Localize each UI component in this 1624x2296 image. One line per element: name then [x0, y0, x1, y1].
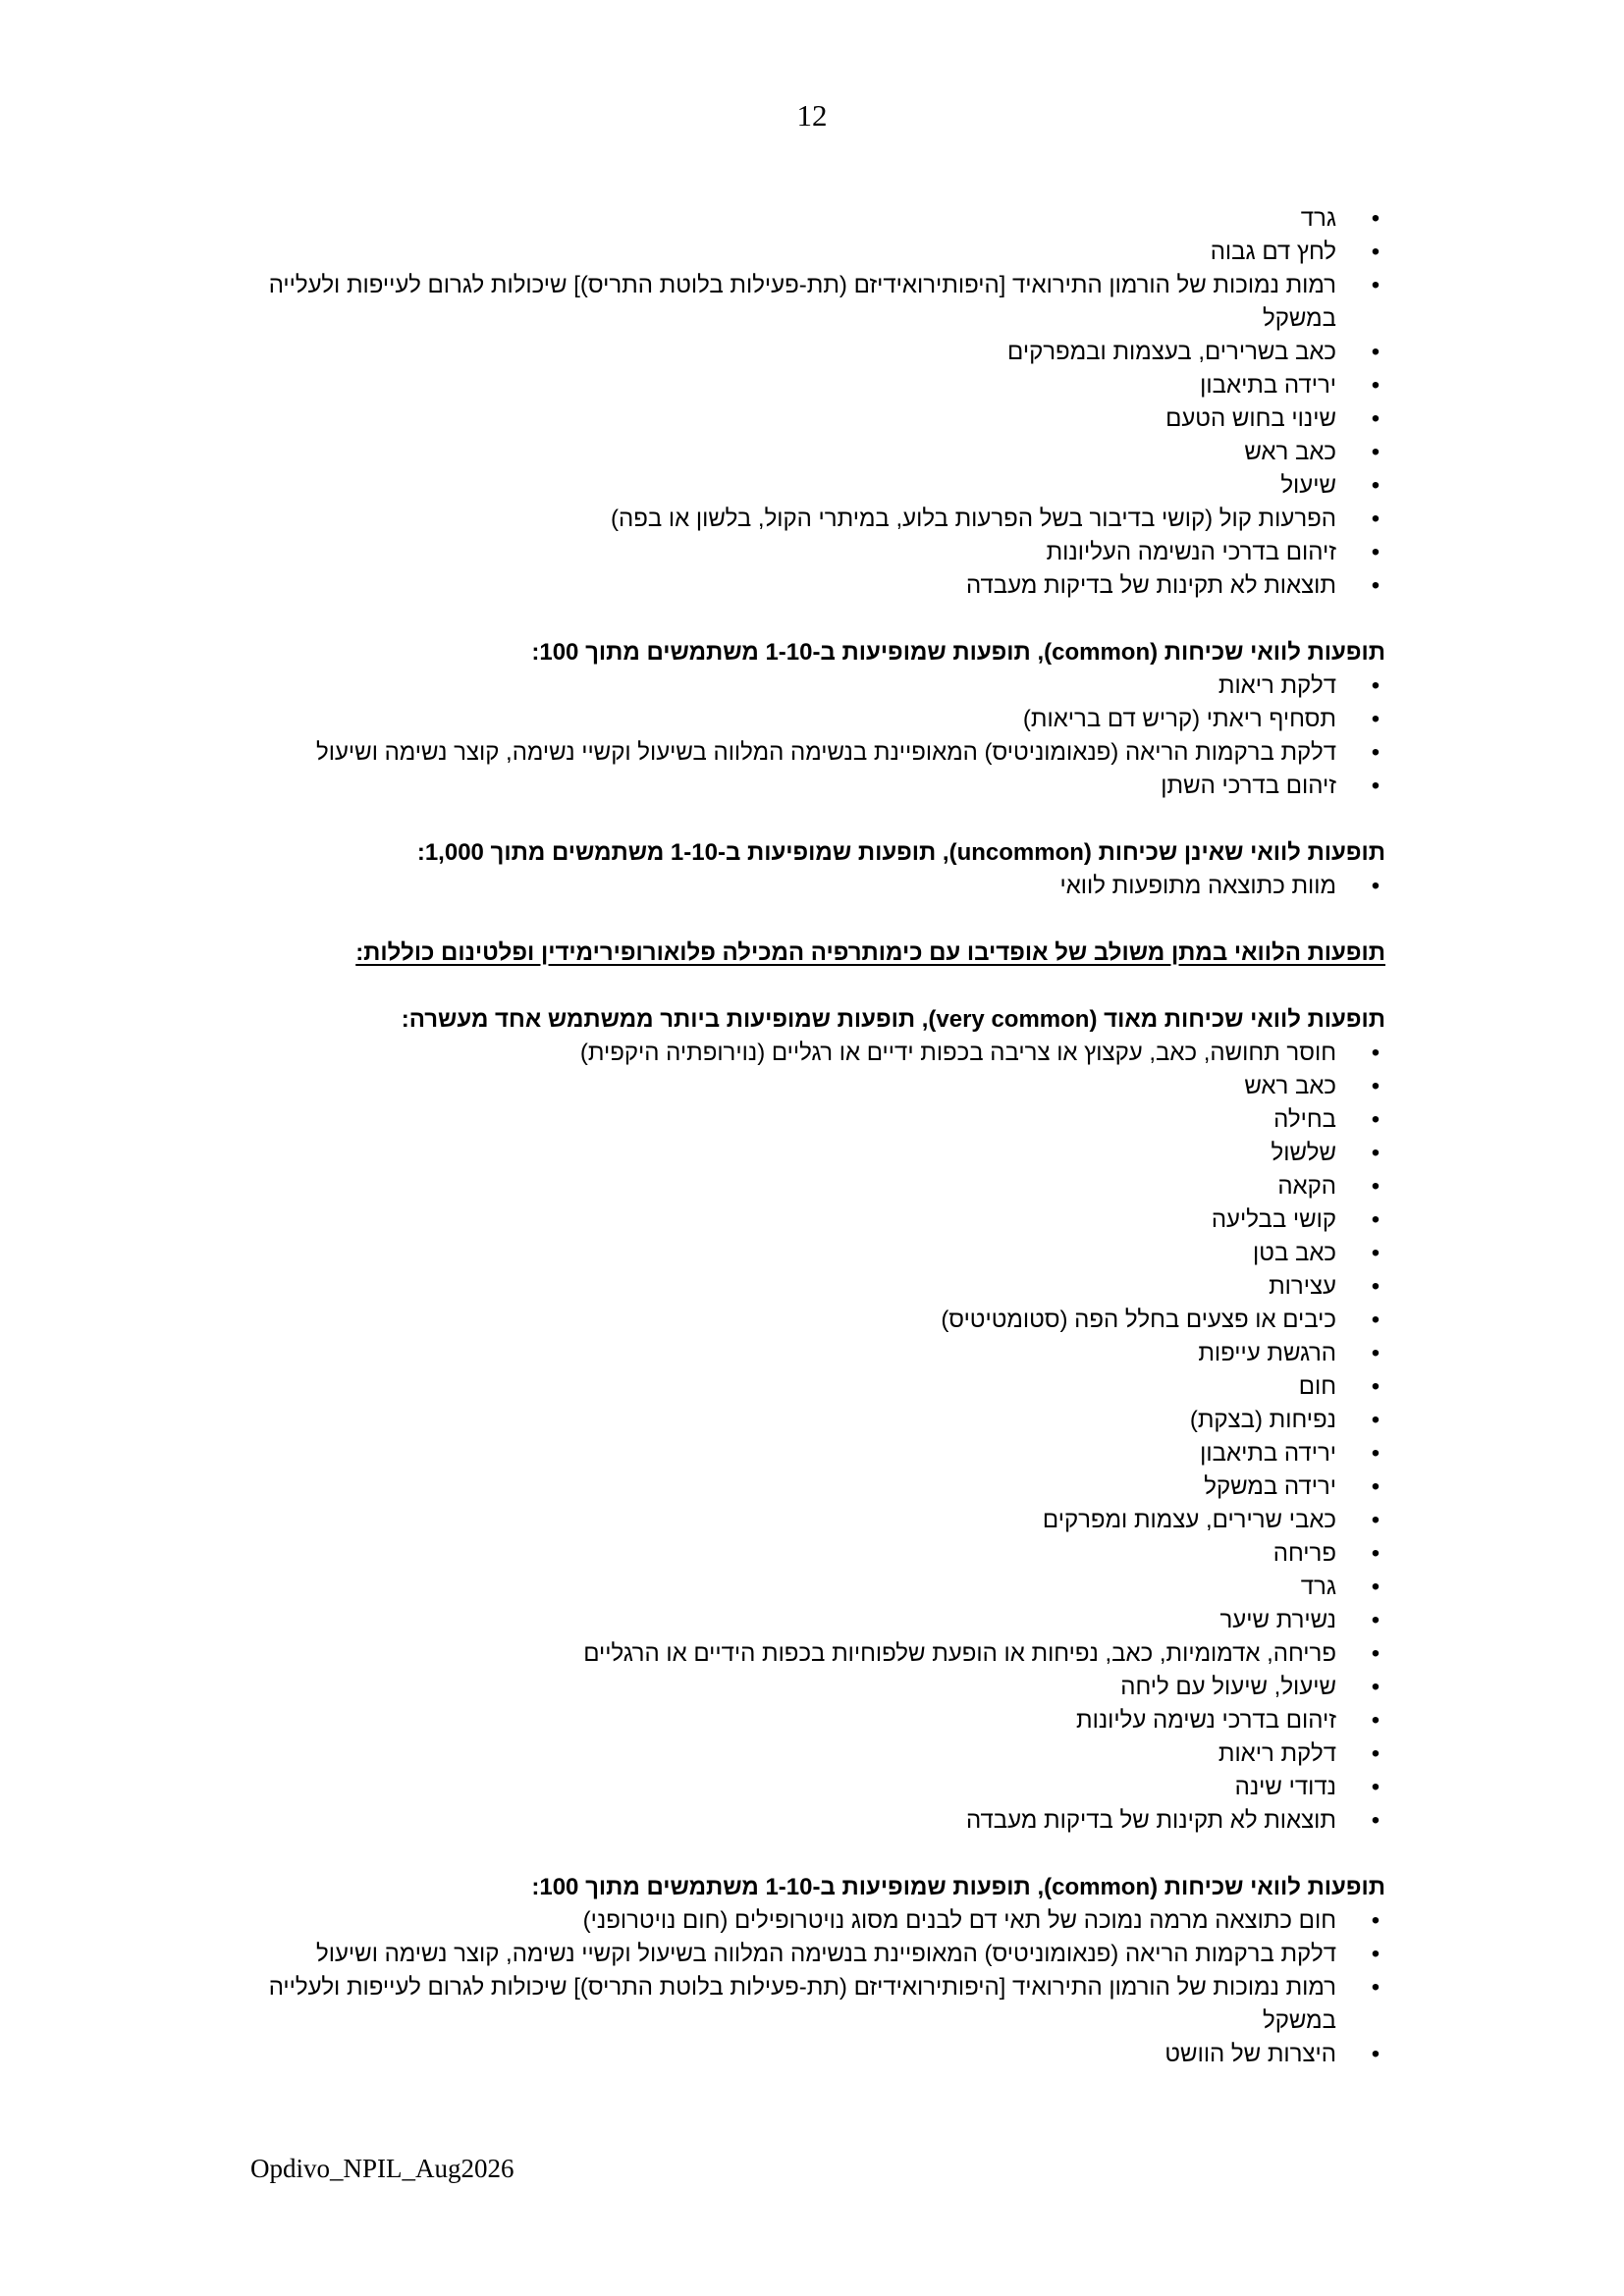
list-item: • זיהום בדרכי נשימה עליונות	[256, 1704, 1385, 1737]
list-item: • ירידה בתיאבון	[256, 1437, 1385, 1470]
list-item: • כאב בטן	[256, 1237, 1385, 1270]
list-item: • ירידה במשקל	[256, 1470, 1385, 1504]
heading-common-1: תופעות לוואי שכיחות (common), תופעות שמופיעות ב-1-10 משתמשים מתוך 100:	[531, 639, 1385, 666]
list-item: • חוסר תחושה, כאב, עקצוץ או צריבה בכפות ידיים או רגליים (נוירופתיה היקפית)	[256, 1037, 1385, 1070]
list-item: • עצירות	[256, 1270, 1385, 1304]
list-item: • דלקת ריאות	[256, 1737, 1385, 1771]
heading-common-2: תופעות לוואי שכיחות (common), תופעות שמופיעות ב-1-10 משתמשים מתוך 100:	[531, 1874, 1385, 1900]
list-item: • חום כתוצאה מרמה נמוכה של תאי דם לבנים מסוג נויטרופילים (חום נויטרופני)	[256, 1904, 1385, 1938]
side-effects-list-common-2	[256, 1904, 1385, 2071]
list-item: • מוות כתוצאה מתופעות לוואי	[256, 870, 1385, 903]
document-body	[256, 202, 1385, 2071]
list-item: • פריחה, אדמומיות, כאב, נפיחות או הופעת שלפוחיות בכפות הידיים או הרגליים	[256, 1637, 1385, 1671]
list-item: • גרד	[256, 202, 1385, 236]
list-item: • דלקת ברקמות הריאה (פנאומוניטיס) המאופיינת בנשימה המלווה בשיעול וקשיי נשימה, קוצר נשימה ושיעול	[256, 736, 1385, 770]
list-item: • בחילה	[256, 1103, 1385, 1137]
document-footer: Opdivo_NPIL_Aug2026	[250, 2154, 514, 2183]
list-item: • גרד	[256, 1571, 1385, 1604]
heading-combination-therapy: תופעות הלוואי במתן משולב של אופדיבו עם כימותרפיה המכילה פלואורופירימידין ופלטינום כוללות:	[355, 939, 1385, 966]
list-item: • כאב בשרירים, בעצמות ובמפרקים	[256, 336, 1385, 369]
list-item: • תוצאות לא תקינות של בדיקות מעבדה	[256, 569, 1385, 603]
list-item: • שלשול	[256, 1137, 1385, 1170]
list-item: • היצרות של הוושט	[256, 2038, 1385, 2071]
list-item: • נשירת שיער	[256, 1604, 1385, 1637]
list-item: • רמות נמוכות של הורמון התירואיד [היפותירואידיזם (תת-פעילות בלוטת התריס)] שיכולות לגרום לעייפות ולעלייה במשקל	[256, 1971, 1385, 2038]
list-item: • רמות נמוכות של הורמון התירואיד [היפותירואידיזם (תת-פעילות בלוטת התריס)] שיכולות לגרום לעייפות ולעלייה במשקל	[256, 269, 1385, 336]
list-item: • כאב ראש	[256, 1070, 1385, 1103]
page-number: 12	[796, 98, 828, 133]
list-item: • כיבים או פצעים בחלל הפה (סטומטיטיס)	[256, 1304, 1385, 1337]
heading-uncommon: תופעות לוואי שאינן שכיחות (uncommon), תופעות שמופיעות ב-1-10 משתמשים מתוך 1,000:	[416, 839, 1385, 866]
list-item: • שיעול	[256, 469, 1385, 503]
list-item: • שינוי בחוש הטעם	[256, 402, 1385, 436]
list-item: • הפרעות קול (קושי בדיבור בשל הפרעות בלוע, במיתרי הקול, בלשון או בפה)	[256, 503, 1385, 536]
list-item: • פריחה	[256, 1537, 1385, 1571]
heading-very-common: תופעות לוואי שכיחות מאוד (very common), תופעות שמופיעות ביותר ממשתמש אחד מעשרה:	[401, 1006, 1385, 1033]
side-effects-list-top	[256, 202, 1385, 603]
list-item: • דלקת ברקמות הריאה (פנאומוניטיס) המאופיינת בנשימה המלווה בשיעול וקשיי נשימה, קוצר נשימה ושיעול	[256, 1938, 1385, 1971]
side-effects-list-common-1	[256, 669, 1385, 803]
list-item: • ירידה בתיאבון	[256, 369, 1385, 402]
list-item: • זיהום בדרכי הנשימה העליונות	[256, 536, 1385, 569]
side-effects-list-uncommon	[256, 870, 1385, 903]
list-item: • זיהום בדרכי השתן	[256, 770, 1385, 803]
list-item: • דלקת ריאות	[256, 669, 1385, 703]
list-item: • הרגשת עייפות	[256, 1337, 1385, 1370]
list-item: • שיעול, שיעול עם ליחה	[256, 1671, 1385, 1704]
list-item: • נדודי שינה	[256, 1771, 1385, 1804]
list-item: • לחץ דם גבוה	[256, 236, 1385, 269]
list-item: • הקאה	[256, 1170, 1385, 1203]
list-item: • כאבי שרירים, עצמות ומפרקים	[256, 1504, 1385, 1537]
list-item: • תוצאות לא תקינות של בדיקות מעבדה	[256, 1804, 1385, 1838]
list-item: • כאב ראש	[256, 436, 1385, 469]
list-item: • קושי בבליעה	[256, 1203, 1385, 1237]
list-item: • נפיחות (בצקת)	[256, 1404, 1385, 1437]
list-item: • תסחיף ריאתי (קריש דם בריאות)	[256, 703, 1385, 736]
list-item: • חום	[256, 1370, 1385, 1404]
side-effects-list-very-common	[256, 1037, 1385, 1838]
